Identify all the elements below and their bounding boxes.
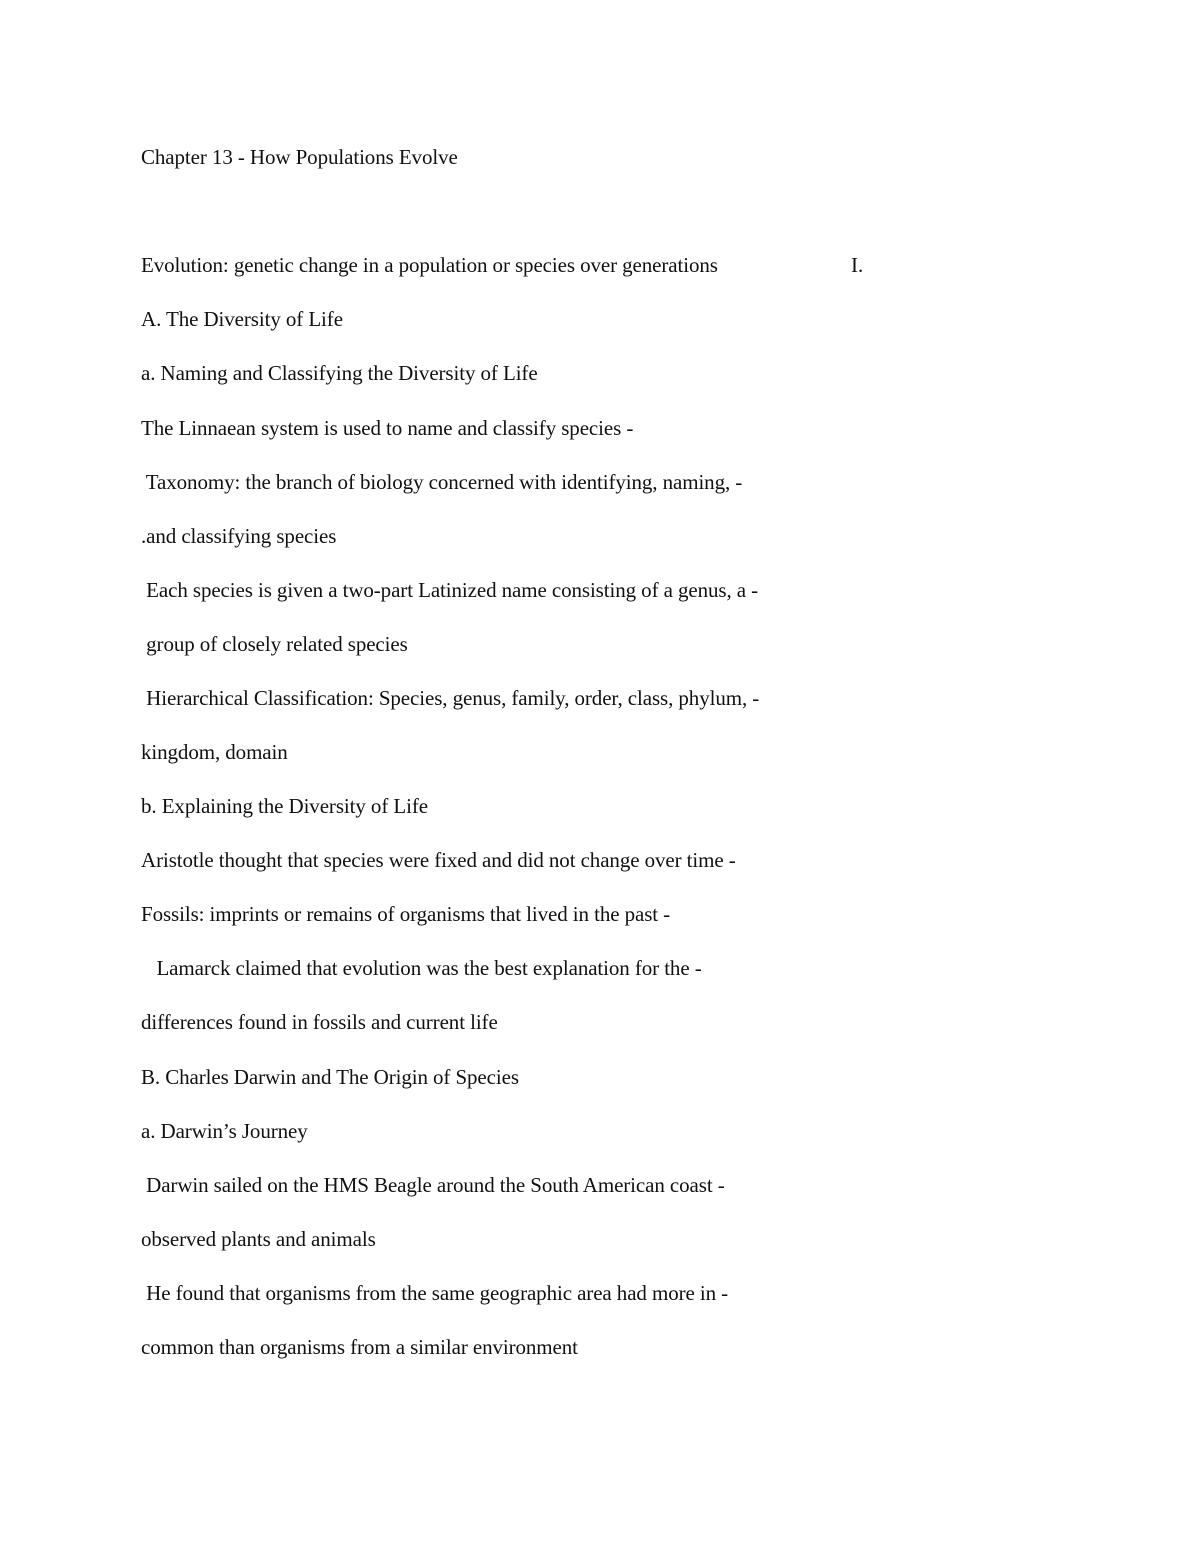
text-line: He found that organisms from the same geographic area had more in - xyxy=(141,1281,729,1305)
text-line: Each species is given a two-part Latinized name consisting of a genus, a - xyxy=(141,578,759,602)
section-heading: B. Charles Darwin and The Origin of Species xyxy=(141,1065,519,1089)
text-line: Evolution: genetic change in a population or species over generations xyxy=(141,253,718,277)
subsection-heading: a. Naming and Classifying the Diversity of Life xyxy=(141,361,538,385)
text-line: observed plants and animals xyxy=(141,1227,376,1251)
text-line: Darwin sailed on the HMS Beagle around the South American coast - xyxy=(141,1173,725,1197)
text-line: Hierarchical Classification: Species, genus, family, order, class, phylum, - xyxy=(141,686,760,710)
text-line: Fossils: imprints or remains of organisms that lived in the past - xyxy=(141,902,671,926)
text-line: differences found in fossils and current life xyxy=(141,1010,498,1034)
subsection-heading: a. Darwin’s Journey xyxy=(141,1119,308,1143)
text-line: Lamarck claimed that evolution was the best explanation for the - xyxy=(141,956,702,980)
roman-numeral: I. xyxy=(851,253,864,277)
subsection-heading: b. Explaining the Diversity of Life xyxy=(141,794,428,818)
page-title: Chapter 13 - How Populations Evolve xyxy=(141,145,458,169)
text-line: The Linnaean system is used to name and classify species - xyxy=(141,416,634,440)
text-line: Aristotle thought that species were fixed and did not change over time - xyxy=(141,848,736,872)
text-line: group of closely related species xyxy=(141,632,408,656)
section-heading: A. The Diversity of Life xyxy=(141,307,343,331)
text-line: kingdom, domain xyxy=(141,740,288,764)
text-line: common than organisms from a similar environment xyxy=(141,1335,578,1359)
text-line: Taxonomy: the branch of biology concerned with identifying, naming, - xyxy=(141,470,743,494)
text-line: .and classifying species xyxy=(141,524,337,548)
